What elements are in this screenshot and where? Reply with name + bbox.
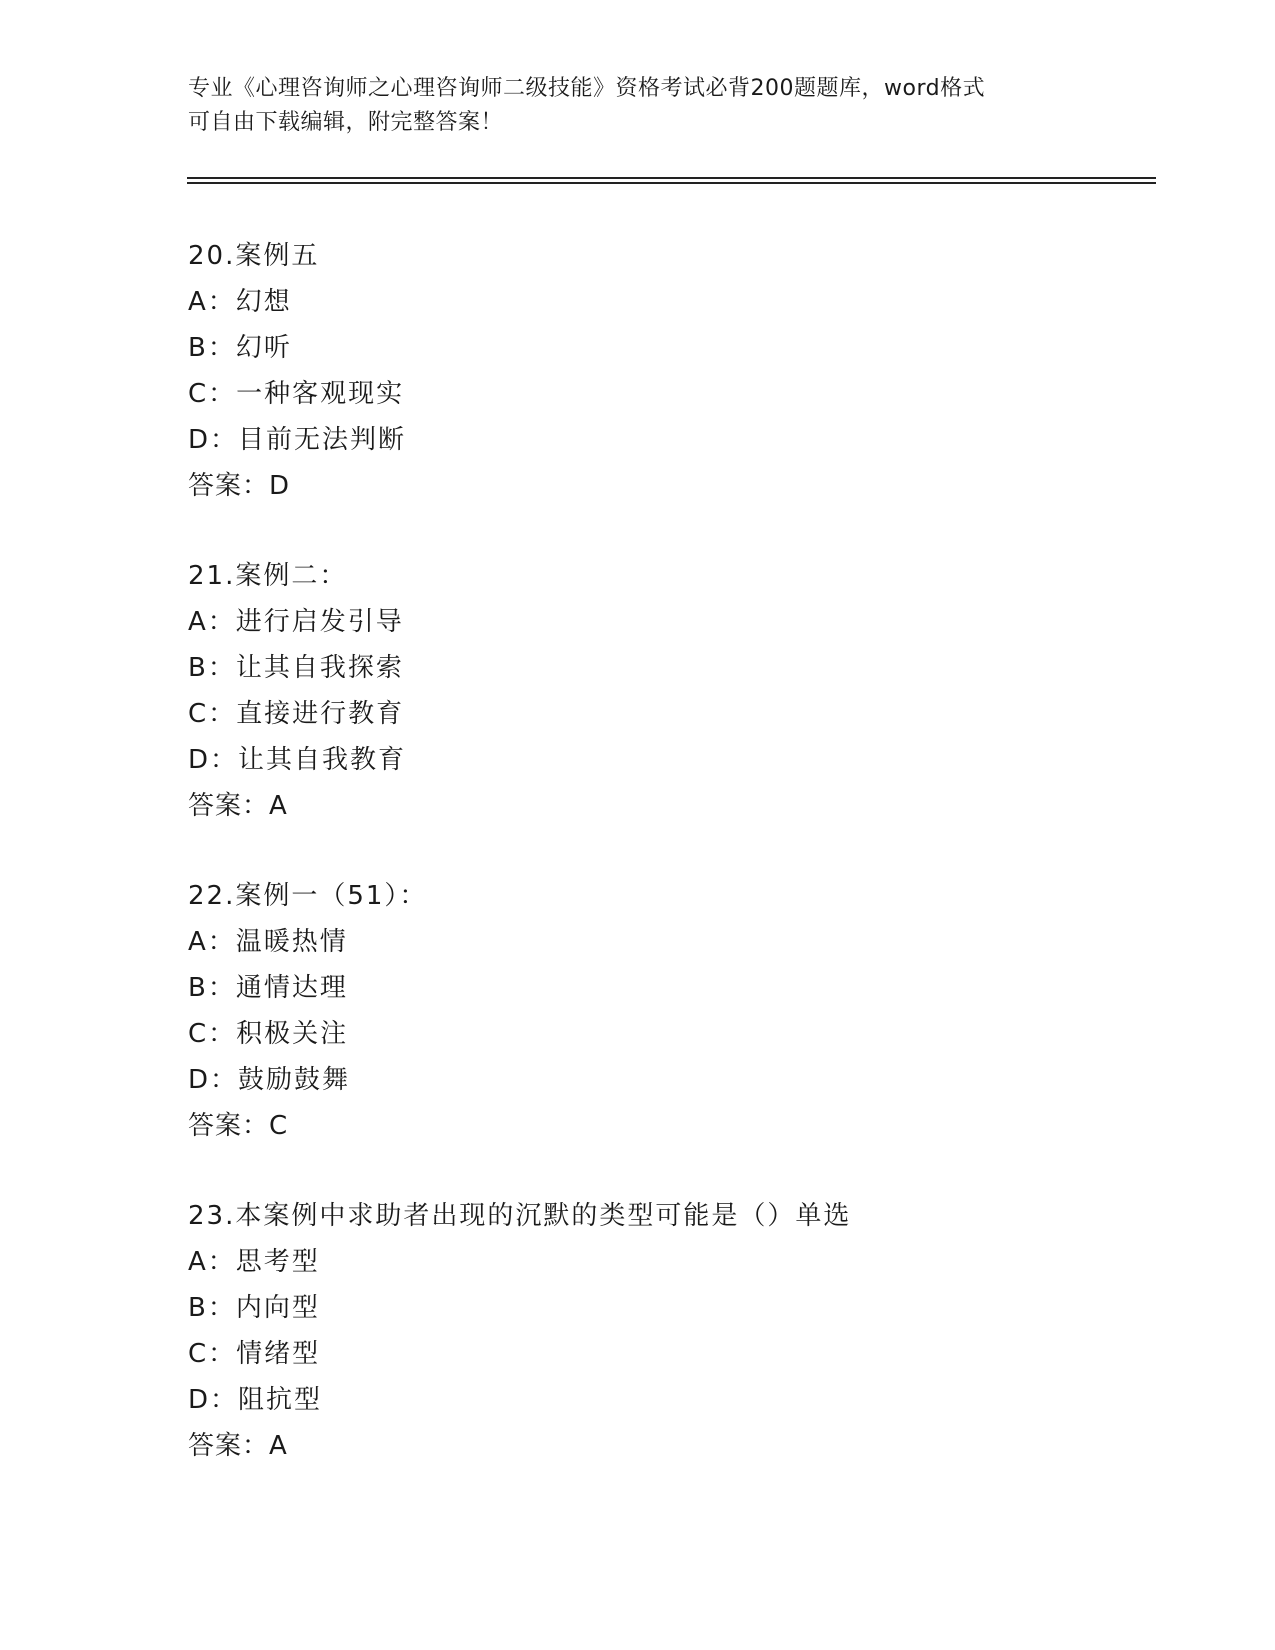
question-title: 21.案例二： (188, 561, 348, 591)
header-title-line-1: 专业《心理咨询师之心理咨询师二级技能》资格考试必背200题题库，word格式 (188, 76, 986, 101)
option-a: A：思考型 (188, 1247, 320, 1277)
question-title: 22.案例一（51）： (188, 881, 428, 911)
question-title: 23.本案例中求助者出现的沉默的类型可能是（）单选 (188, 1201, 852, 1231)
header-title-line-2: 可自由下载编辑，附完整答案！ (188, 110, 504, 135)
header-double-rule (187, 177, 1156, 184)
option-b: B：通情达理 (188, 973, 348, 1003)
option-c: C：情绪型 (188, 1339, 321, 1369)
option-b: B：幻听 (188, 333, 292, 363)
question-20 (188, 233, 1148, 509)
option-d: D：目前无法判断 (188, 425, 407, 455)
option-a: A：幻想 (188, 287, 292, 317)
question-title: 20.案例五 (188, 241, 320, 271)
option-a: A：温暖热情 (188, 927, 348, 957)
option-c: C：直接进行教育 (188, 699, 405, 729)
option-d: D：让其自我教育 (188, 745, 407, 775)
question-21 (188, 553, 1148, 829)
rule-bottom (187, 182, 1156, 184)
option-d: D：阻抗型 (188, 1385, 323, 1415)
option-c: C：积极关注 (188, 1019, 349, 1049)
option-b: B：让其自我探索 (188, 653, 404, 683)
answer: 答案：A (188, 791, 288, 821)
option-a: A：进行启发引导 (188, 607, 404, 637)
option-d: D：鼓励鼓舞 (188, 1065, 351, 1095)
answer: 答案：D (188, 471, 291, 501)
question-22 (188, 873, 1148, 1149)
option-b: B：内向型 (188, 1293, 320, 1323)
answer: 答案：A (188, 1431, 288, 1461)
document-header (188, 72, 1088, 140)
question-23 (188, 1193, 1148, 1469)
answer: 答案：C (188, 1111, 289, 1141)
question-list (188, 233, 1148, 1513)
rule-top (187, 177, 1156, 179)
option-c: C：一种客观现实 (188, 379, 405, 409)
